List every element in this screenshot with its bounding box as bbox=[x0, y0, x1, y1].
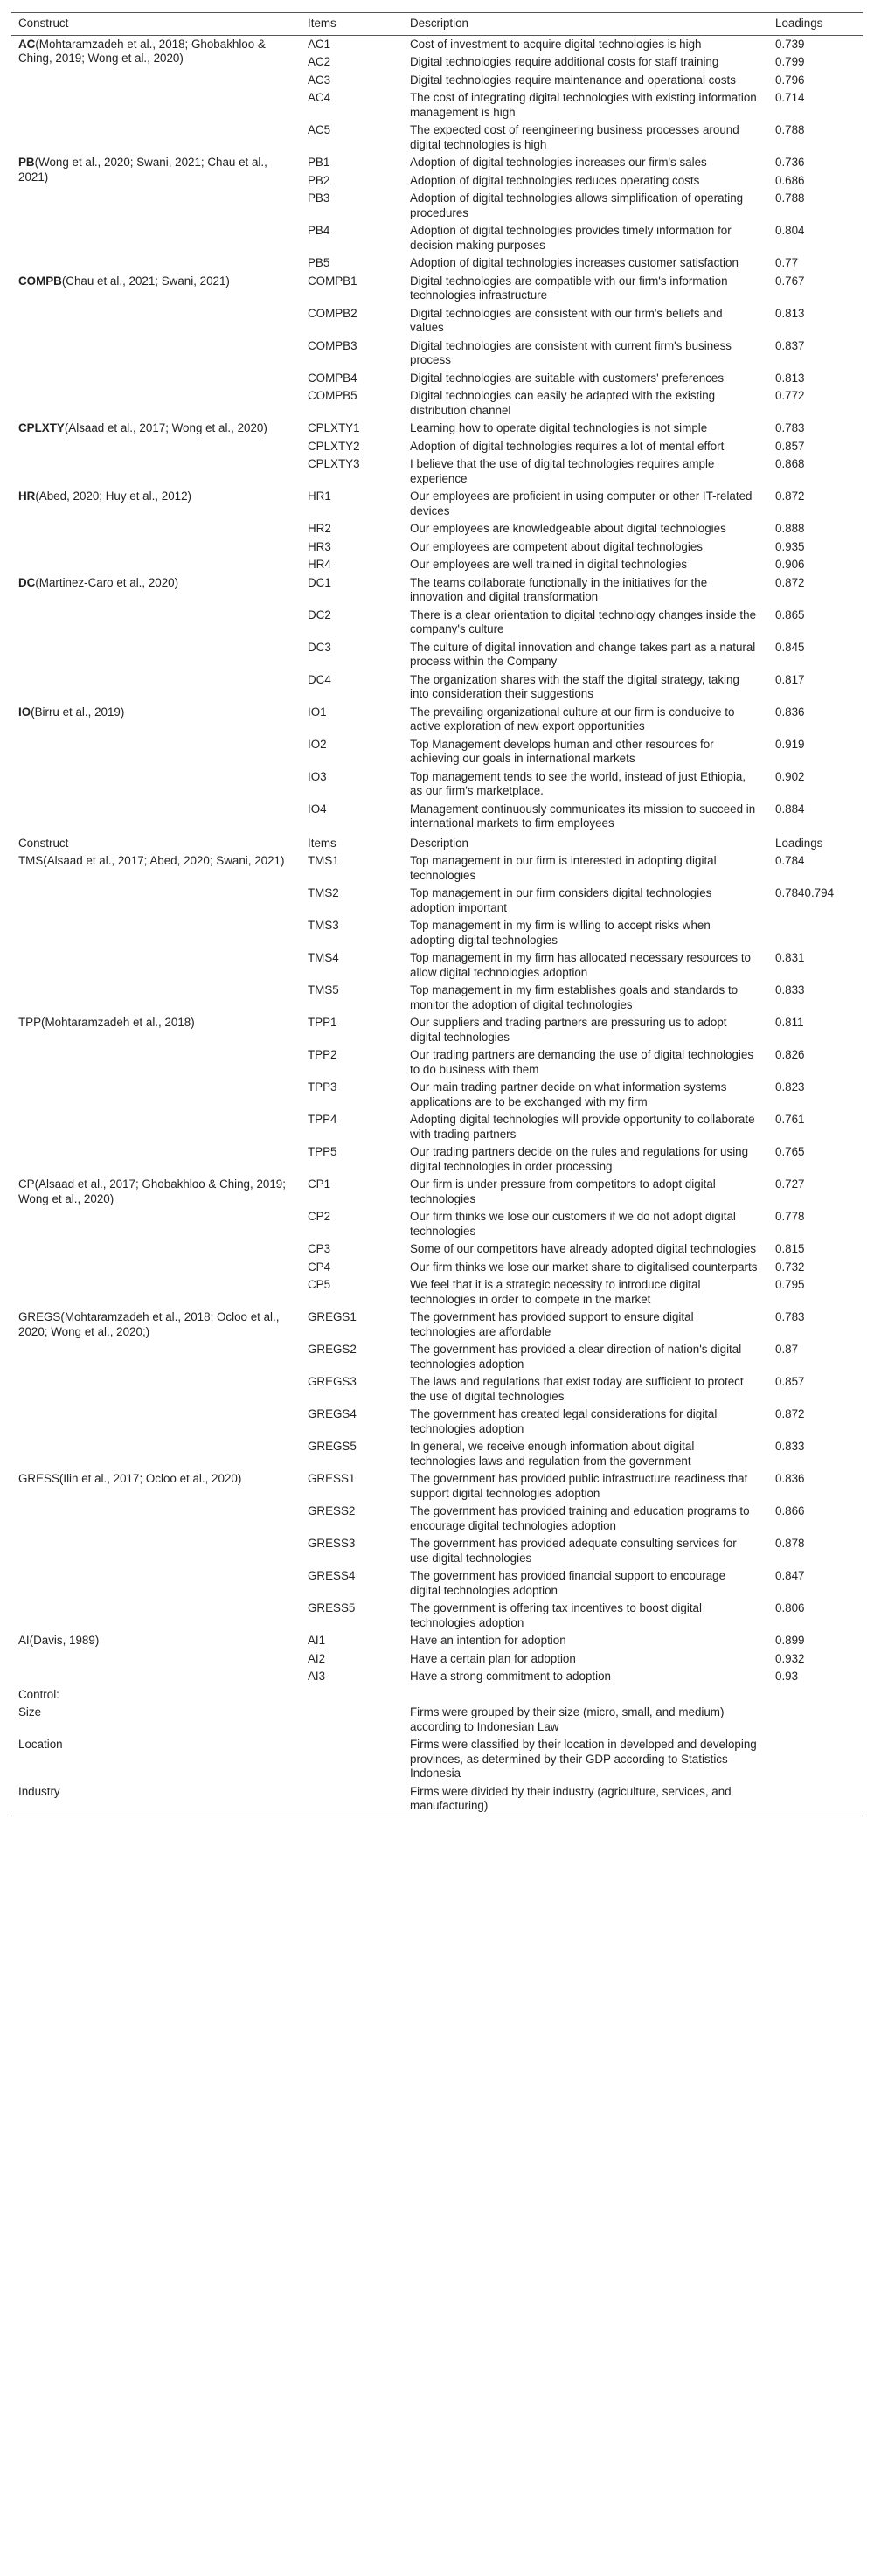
table-row bbox=[11, 574, 863, 607]
table-body-part2 bbox=[11, 852, 863, 1686]
item-loading: 0.765 bbox=[775, 1145, 805, 1158]
item-description: The government has provided adequate consulting services for use digital technologies bbox=[410, 1537, 737, 1565]
construct-reference: (Mohtaramzadeh et al., 2018) bbox=[41, 1016, 195, 1029]
item-code: COMPB5 bbox=[308, 389, 357, 402]
item-description: Digital technologies are consistent with current firm's business process bbox=[410, 338, 732, 366]
item-code: PB3 bbox=[308, 191, 330, 205]
item-description: Adopting digital technologies will provide opportunity to collaborate with trading partners bbox=[410, 1113, 755, 1141]
item-code: GREGS3 bbox=[308, 1375, 357, 1388]
construct-abbr: TPP bbox=[18, 1016, 42, 1029]
item-code: IO1 bbox=[308, 705, 327, 719]
item-loading: 0.736 bbox=[775, 156, 805, 169]
item-description: Our firm thinks we lose our market share to digitalised counterparts bbox=[410, 1260, 758, 1274]
item-code: HR4 bbox=[308, 558, 331, 571]
table-row bbox=[11, 1470, 863, 1503]
item-code: DC3 bbox=[308, 640, 331, 654]
header-construct: Construct bbox=[11, 13, 301, 35]
table-body-part1 bbox=[11, 35, 863, 833]
header-loadings: Loadings bbox=[768, 13, 863, 35]
control-name: Size bbox=[18, 1705, 42, 1718]
construct-abbr: COMPB bbox=[18, 274, 62, 288]
table-row bbox=[11, 1176, 863, 1208]
item-description: The government is offering tax incentives to boost digital technologies adoption bbox=[410, 1601, 702, 1629]
repeated-header-loadings: Loadings bbox=[775, 836, 823, 850]
item-description: The government has provided a clear direction of nation's digital technologies adoption bbox=[410, 1343, 742, 1371]
item-loading: 0.761 bbox=[775, 1113, 805, 1126]
construct-abbr: IO bbox=[18, 705, 31, 719]
item-code: AI2 bbox=[308, 1651, 326, 1665]
construct-cell bbox=[11, 1176, 301, 1309]
repeated-header-items: Items bbox=[308, 836, 336, 850]
item-loading: 0.815 bbox=[775, 1242, 805, 1255]
item-description: The teams collaborate functionally in the initiatives for the innovation and digital transformation bbox=[410, 575, 708, 603]
construct-cell bbox=[11, 1309, 301, 1470]
item-description: Our main trading partner decide on what information systems applications are to be exchanged with my firm bbox=[410, 1080, 727, 1108]
item-description: The expected cost of reengineering business processes around digital technologies is high bbox=[410, 123, 739, 151]
construct-reference: (Birru et al., 2019) bbox=[31, 705, 125, 719]
item-code: DC1 bbox=[308, 575, 331, 589]
construct-reference: (Mohtaramzadeh et al., 2018; Ocloo et al., 2020; Wong et al., 2020;) bbox=[18, 1310, 280, 1338]
item-description: The government has provided public infrastructure readiness that support digital technologies adoption bbox=[410, 1472, 748, 1500]
item-description: The organization shares with the staff the digital strategy, taking into consideration their suggestions bbox=[410, 672, 739, 700]
item-description: Top management in our firm considers digital technologies adoption important bbox=[410, 886, 712, 914]
item-loading: 0.906 bbox=[775, 558, 805, 571]
item-loading: 0.783 bbox=[775, 1310, 805, 1323]
item-description: Digital technologies require maintenance and operational costs bbox=[410, 73, 736, 87]
construct-reference: (Ilin et al., 2017; Ocloo et al., 2020) bbox=[59, 1472, 242, 1485]
item-description: Digital technologies are suitable with customers' preferences bbox=[410, 371, 725, 385]
item-loading: 0.868 bbox=[775, 457, 805, 470]
item-loading: 0.806 bbox=[775, 1601, 805, 1614]
item-code: TMS5 bbox=[308, 983, 339, 996]
table-row bbox=[11, 273, 863, 305]
item-description: Top management in my firm establishes goals and standards to monitor the adoption of digital technologies bbox=[410, 983, 739, 1011]
item-loading: 0.845 bbox=[775, 640, 805, 654]
item-description: Cost of investment to acquire digital technologies is high bbox=[410, 37, 702, 51]
repeated-header-construct: Construct bbox=[18, 836, 69, 850]
item-description: Learning how to operate digital technologies is not simple bbox=[410, 421, 708, 434]
item-description: Our trading partners decide on the rules and regulations for using digital technologies in order processing bbox=[410, 1145, 749, 1173]
control-name: Industry bbox=[18, 1784, 60, 1798]
item-loading: 0.919 bbox=[775, 737, 805, 751]
item-description: Adoption of digital technologies provides timely information for decision making purposes bbox=[410, 224, 732, 252]
item-code: PB1 bbox=[308, 156, 330, 169]
item-code: PB2 bbox=[308, 173, 330, 187]
control-description: Firms were grouped by their size (micro, small, and medium) according to Indonesian Law bbox=[410, 1705, 725, 1733]
item-description: Management continuously communicates its mission to succeed in international markets to firm employees bbox=[410, 802, 756, 830]
item-description: Some of our competitors have already adopted digital technologies bbox=[410, 1242, 757, 1255]
item-code: GRESS2 bbox=[308, 1504, 356, 1517]
item-description: In general, we receive enough information about digital technologies laws and regulation from the government bbox=[410, 1440, 695, 1468]
item-description: Digital technologies require additional costs for staff training bbox=[410, 55, 719, 68]
item-loading: 0.778 bbox=[775, 1210, 805, 1223]
item-description: Have a certain plan for adoption bbox=[410, 1651, 576, 1665]
item-loading: 0.813 bbox=[775, 371, 805, 385]
construct-reference: (Martinez-Caro et al., 2020) bbox=[35, 575, 179, 589]
table-row bbox=[11, 420, 863, 438]
item-description: Our employees are knowledgeable about digital technologies bbox=[410, 522, 726, 535]
control-row-industry bbox=[11, 1783, 863, 1816]
item-loading: 0.783 bbox=[775, 421, 805, 434]
item-loading: 0.837 bbox=[775, 338, 805, 352]
item-description: Adoption of digital technologies requires a lot of mental effort bbox=[410, 439, 725, 453]
table-row bbox=[11, 852, 863, 885]
item-description: Adoption of digital technologies allows simplification of operating procedures bbox=[410, 191, 744, 219]
item-description: Our firm thinks we lose our customers if we do not adopt digital technologies bbox=[410, 1210, 736, 1238]
item-loading: 0.857 bbox=[775, 1375, 805, 1388]
construct-abbr: PB bbox=[18, 156, 35, 169]
item-code: TPP4 bbox=[308, 1113, 337, 1126]
item-code: AI1 bbox=[308, 1634, 326, 1647]
construct-abbr: AC bbox=[18, 37, 36, 51]
construct-cell bbox=[11, 704, 301, 833]
item-description: Top management in my firm is willing to accept risks when adopting digital technologies bbox=[410, 919, 711, 947]
item-description: Adoption of digital technologies increases our firm's sales bbox=[410, 156, 707, 169]
item-loading: 0.831 bbox=[775, 951, 805, 964]
item-code: HR1 bbox=[308, 490, 331, 503]
construct-abbr: AI bbox=[18, 1634, 30, 1647]
item-code: CP2 bbox=[308, 1210, 331, 1223]
construct-cell bbox=[11, 574, 301, 704]
item-code: GRESS4 bbox=[308, 1569, 356, 1582]
item-description: Top management tends to see the world, instead of just Ethiopia, as our firm's marketplace. bbox=[410, 769, 746, 797]
table-row bbox=[11, 154, 863, 172]
item-code: TMS3 bbox=[308, 919, 339, 932]
item-code: CPLXTY2 bbox=[308, 439, 360, 453]
header-description: Description bbox=[403, 13, 768, 35]
item-description: Our trading partners are demanding the use of digital technologies to do business with them bbox=[410, 1048, 754, 1076]
item-code: TPP3 bbox=[308, 1080, 337, 1094]
item-code: TPP5 bbox=[308, 1145, 337, 1158]
item-code: AC3 bbox=[308, 73, 331, 87]
item-code: AC1 bbox=[308, 37, 331, 51]
item-loading: 0.833 bbox=[775, 1440, 805, 1453]
item-description: Our employees are well trained in digital technologies bbox=[410, 558, 688, 571]
repeated-header-description: Description bbox=[410, 836, 468, 850]
item-loading: 0.739 bbox=[775, 37, 805, 51]
item-loading: 0.888 bbox=[775, 522, 805, 535]
item-code: PB4 bbox=[308, 224, 330, 237]
item-description: The laws and regulations that exist today are sufficient to protect the use of digital technologies bbox=[410, 1375, 744, 1403]
item-loading: 0.847 bbox=[775, 1569, 805, 1582]
item-description: Adoption of digital technologies increases customer satisfaction bbox=[410, 256, 739, 269]
item-code: TMS1 bbox=[308, 854, 339, 867]
construct-reference: (Chau et al., 2021; Swani, 2021) bbox=[61, 274, 230, 288]
item-loading: 0.823 bbox=[775, 1080, 805, 1094]
control-label-row bbox=[11, 1686, 863, 1705]
construct-cell bbox=[11, 852, 301, 1014]
item-loading: 0.857 bbox=[775, 439, 805, 453]
measurement-table bbox=[11, 12, 863, 1816]
item-description: There is a clear orientation to digital technology changes inside the company's culture bbox=[410, 608, 757, 635]
item-description: The culture of digital innovation and change takes part as a natural process within the Company bbox=[410, 640, 756, 668]
item-loading: 0.935 bbox=[775, 539, 805, 553]
item-description: Our employees are competent about digital technologies bbox=[410, 539, 703, 553]
item-description: The government has provided training and education programs to encourage digital technologies adoption bbox=[410, 1504, 750, 1532]
item-loading: 0.799 bbox=[775, 55, 805, 68]
construct-abbr: TMS bbox=[18, 854, 44, 867]
item-code: GRESS5 bbox=[308, 1601, 356, 1614]
item-description: The government has provided financial support to encourage digital technologies adoption bbox=[410, 1569, 726, 1597]
item-description: Our employees are proficient in using computer or other IT-related devices bbox=[410, 490, 753, 517]
construct-cell bbox=[11, 1014, 301, 1176]
control-row-location bbox=[11, 1736, 863, 1783]
item-code: CPLXTY3 bbox=[308, 457, 360, 470]
item-loading: 0.811 bbox=[775, 1016, 804, 1029]
item-code: TMS4 bbox=[308, 951, 339, 964]
repeated-header-row bbox=[11, 833, 863, 853]
construct-abbr: DC bbox=[18, 575, 36, 589]
construct-cell bbox=[11, 420, 301, 488]
item-loading: 0.872 bbox=[775, 490, 805, 503]
item-loading: 0.872 bbox=[775, 1407, 805, 1420]
item-description: Digital technologies can easily be adapted with the existing distribution channel bbox=[410, 389, 716, 417]
item-code: CP1 bbox=[308, 1177, 331, 1191]
control-description: Firms were classified by their location in developed and developing provinces, as determined by their GDP according to Statistics Indonesia bbox=[410, 1738, 757, 1780]
table-row bbox=[11, 704, 863, 736]
item-description: Our firm is under pressure from competitors to adopt digital technologies bbox=[410, 1177, 716, 1205]
item-description: The government has provided support to ensure digital technologies are affordable bbox=[410, 1310, 694, 1338]
item-code: COMPB1 bbox=[308, 274, 357, 288]
item-loading: 0.686 bbox=[775, 173, 805, 187]
construct-cell bbox=[11, 273, 301, 420]
construct-reference: (Alsaad et al., 2017; Ghobakhloo & Ching, 2019; Wong et al., 2020) bbox=[18, 1177, 286, 1205]
item-code: AC2 bbox=[308, 55, 331, 68]
item-code: IO2 bbox=[308, 737, 327, 751]
item-code: GREGS5 bbox=[308, 1440, 357, 1453]
item-description: Top Management develops human and other resources for achieving our goals in international markets bbox=[410, 737, 714, 765]
construct-cell bbox=[11, 1470, 301, 1632]
item-code: COMPB2 bbox=[308, 306, 357, 320]
item-loading: 0.902 bbox=[775, 769, 805, 783]
item-loading: 0.714 bbox=[775, 91, 805, 104]
item-code: AC5 bbox=[308, 123, 331, 136]
item-code: DC2 bbox=[308, 608, 331, 621]
control-label: Control: bbox=[18, 1687, 59, 1701]
header-items: Items bbox=[301, 13, 403, 35]
item-loading bbox=[768, 917, 863, 949]
item-loading: 0.796 bbox=[775, 73, 805, 87]
construct-abbr: CP bbox=[18, 1177, 35, 1191]
item-loading: 0.836 bbox=[775, 1472, 805, 1485]
table-row bbox=[11, 1014, 863, 1046]
item-loading: 0.87 bbox=[775, 1343, 799, 1356]
item-code: AI3 bbox=[308, 1670, 326, 1683]
item-loading: 0.833 bbox=[775, 983, 805, 996]
item-description: Digital technologies are consistent with our firm's beliefs and values bbox=[410, 306, 723, 334]
item-description: Digital technologies are compatible with our firm's information technologies infrastructure bbox=[410, 274, 728, 302]
item-code: CP5 bbox=[308, 1278, 331, 1291]
item-loading: 0.788 bbox=[775, 123, 805, 136]
construct-reference: (Abed, 2020; Huy et al., 2012) bbox=[35, 490, 191, 503]
item-loading: 0.813 bbox=[775, 306, 805, 320]
item-code: GREGS2 bbox=[308, 1343, 357, 1356]
item-loading: 0.865 bbox=[775, 608, 805, 621]
item-code: AC4 bbox=[308, 91, 331, 104]
item-description: Our suppliers and trading partners are pressuring us to adopt digital technologies bbox=[410, 1016, 727, 1044]
construct-abbr: CPLXTY bbox=[18, 421, 65, 434]
item-loading: 0.732 bbox=[775, 1260, 805, 1274]
item-loading: 0.7840.794 bbox=[775, 886, 835, 899]
construct-abbr: HR bbox=[18, 490, 36, 503]
item-code: CPLXTY1 bbox=[308, 421, 360, 434]
construct-reference: (Davis, 1989) bbox=[29, 1634, 100, 1647]
item-code: TPP2 bbox=[308, 1048, 337, 1061]
control-name: Location bbox=[18, 1738, 63, 1751]
item-loading: 0.784 bbox=[775, 854, 805, 867]
item-loading: 0.788 bbox=[775, 191, 805, 205]
item-code: HR2 bbox=[308, 522, 331, 535]
control-description: Firms were divided by their industry (agriculture, services, and manufacturing) bbox=[410, 1784, 732, 1812]
repeated-header bbox=[11, 833, 863, 853]
construct-cell bbox=[11, 488, 301, 574]
item-code: TPP1 bbox=[308, 1016, 337, 1029]
table-row bbox=[11, 488, 863, 520]
item-loading: 0.772 bbox=[775, 389, 805, 402]
item-loading: 0.899 bbox=[775, 1634, 805, 1647]
item-code: GREGS1 bbox=[308, 1310, 357, 1323]
item-description: Top management in my firm has allocated necessary resources to allow digital technologies adoption bbox=[410, 951, 751, 979]
control-row-size bbox=[11, 1704, 863, 1736]
table-row bbox=[11, 35, 863, 53]
item-loading: 0.804 bbox=[775, 224, 805, 237]
item-description: The government has created legal considerations for digital technologies adoption bbox=[410, 1407, 718, 1435]
item-code: IO4 bbox=[308, 802, 327, 816]
item-description: I believe that the use of digital technologies requires ample experience bbox=[410, 457, 715, 485]
item-description: The prevailing organizational culture at our firm is conducive to active exploration of new export opportunities bbox=[410, 705, 735, 733]
item-code: HR3 bbox=[308, 539, 331, 553]
item-description: Adoption of digital technologies reduces operating costs bbox=[410, 173, 700, 187]
item-code: PB5 bbox=[308, 256, 330, 269]
header-row bbox=[11, 13, 863, 35]
item-description: Have a strong commitment to adoption bbox=[410, 1670, 611, 1683]
item-loading: 0.93 bbox=[775, 1670, 799, 1683]
item-loading: 0.866 bbox=[775, 1504, 805, 1517]
item-description: Top management in our firm is interested in adopting digital technologies bbox=[410, 854, 717, 882]
item-loading: 0.836 bbox=[775, 705, 805, 719]
construct-reference: (Wong et al., 2020; Swani, 2021; Chau et al., 2021) bbox=[18, 156, 267, 184]
construct-abbr: GRESS bbox=[18, 1472, 59, 1485]
construct-reference: (Alsaad et al., 2017; Wong et al., 2020) bbox=[64, 421, 267, 434]
item-description: We feel that it is a strategic necessity to introduce digital technologies in order to compete in the market bbox=[410, 1278, 701, 1306]
item-code: CP3 bbox=[308, 1242, 331, 1255]
item-code: GRESS1 bbox=[308, 1472, 356, 1485]
table-row bbox=[11, 1309, 863, 1341]
item-code: GRESS3 bbox=[308, 1537, 356, 1550]
item-code: GREGS4 bbox=[308, 1407, 357, 1420]
construct-cell bbox=[11, 1632, 301, 1686]
item-loading: 0.817 bbox=[775, 672, 805, 686]
construct-cell bbox=[11, 154, 301, 273]
item-code: CP4 bbox=[308, 1260, 331, 1274]
item-loading: 0.77 bbox=[775, 256, 799, 269]
control-section bbox=[11, 1686, 863, 1816]
item-loading: 0.795 bbox=[775, 1278, 805, 1291]
item-loading: 0.878 bbox=[775, 1537, 805, 1550]
item-code: DC4 bbox=[308, 672, 331, 686]
construct-reference: (Alsaad et al., 2017; Abed, 2020; Swani, 2021) bbox=[43, 854, 285, 867]
item-loading: 0.932 bbox=[775, 1651, 805, 1665]
item-code: COMPB4 bbox=[308, 371, 357, 385]
construct-cell bbox=[11, 35, 301, 154]
item-description: Have an intention for adoption bbox=[410, 1634, 566, 1647]
item-loading: 0.884 bbox=[775, 802, 805, 816]
table-row bbox=[11, 1632, 863, 1650]
item-code: IO3 bbox=[308, 769, 327, 783]
item-loading: 0.826 bbox=[775, 1048, 805, 1061]
item-loading: 0.767 bbox=[775, 274, 805, 288]
construct-abbr: GREGS bbox=[18, 1310, 61, 1323]
item-description: The cost of integrating digital technologies with existing information management is high bbox=[410, 91, 757, 119]
item-loading: 0.872 bbox=[775, 575, 805, 589]
item-code: TMS2 bbox=[308, 886, 339, 899]
item-code: COMPB3 bbox=[308, 338, 357, 352]
construct-reference: (Mohtaramzadeh et al., 2018; Ghobakhloo & Ching, 2019; Wong et al., 2020) bbox=[18, 37, 266, 65]
item-loading: 0.727 bbox=[775, 1177, 805, 1191]
